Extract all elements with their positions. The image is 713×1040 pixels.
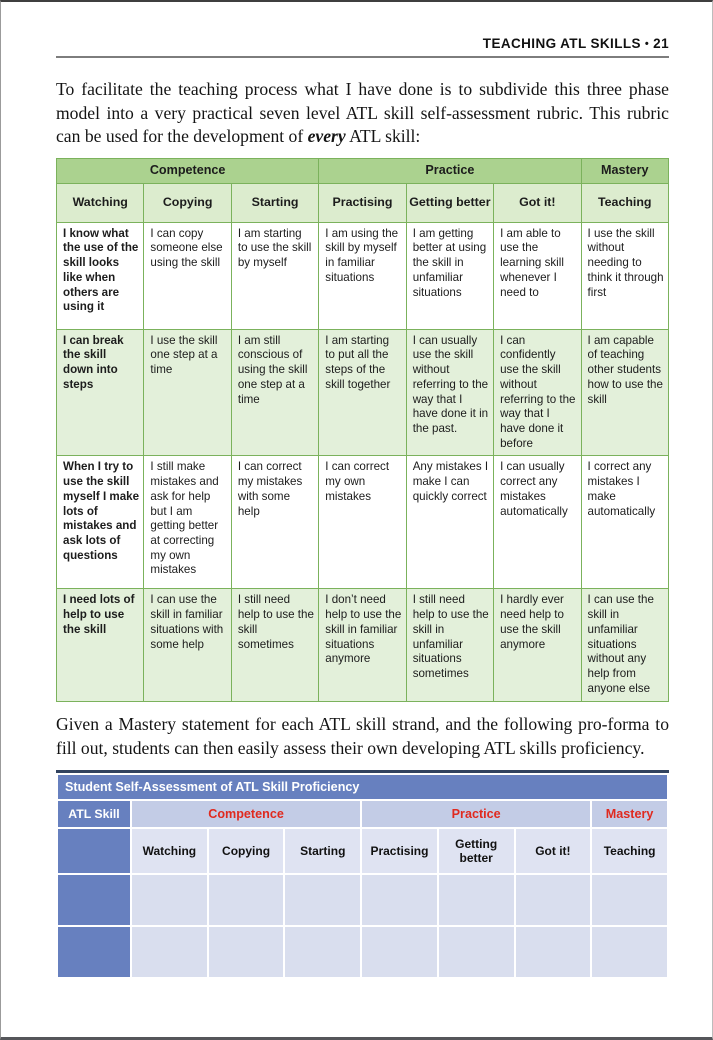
rubric-cell: I am using the skill by myself in familiar situations <box>319 222 406 329</box>
rubric-cell: I can correct my mistakes with some help <box>231 456 318 589</box>
assessment-title-row <box>58 775 667 799</box>
rubric-cell: I need lots of help to use the skill <box>57 589 144 702</box>
assess-entry-cell[interactable] <box>132 927 207 977</box>
rubric-cell: I still need help to use the skill in unfamiliar situations sometimes <box>406 589 493 702</box>
header-bullet: • <box>644 38 650 50</box>
col-practising: Practising <box>319 183 406 222</box>
rubric-cell: I can confidently use the skill without referring to the way that I have done it before <box>494 329 581 456</box>
rubric-table <box>56 158 669 703</box>
rubric-cell: I am starting to put all the steps of the skill together <box>319 329 406 456</box>
rubric-cell: I can use the skill in familiar situations with some help <box>144 589 231 702</box>
assess-entry-cell[interactable] <box>362 875 437 925</box>
col-copying: Copying <box>144 183 231 222</box>
assess-col-teaching: Teaching <box>592 829 667 873</box>
assess-entry-cell[interactable] <box>439 927 514 977</box>
page-content <box>56 2 669 979</box>
rubric-cell: I use the skill without needing to think it through first <box>581 222 668 329</box>
rubric-row <box>57 329 669 456</box>
rubric-cell: I correct any mistakes I make automatically <box>581 456 668 589</box>
assess-blank-header-cell <box>58 829 130 873</box>
assess-col-watching: Watching <box>132 829 207 873</box>
assess-col-practising: Practising <box>362 829 437 873</box>
assess-entry-cell[interactable] <box>439 875 514 925</box>
rubric-cell: I know what the use of the skill looks like when others are using it <box>57 222 144 329</box>
assessment-group-row <box>58 801 667 827</box>
rubric-cell: I am capable of teaching other students how to use the skill <box>581 329 668 456</box>
col-starting: Starting <box>231 183 318 222</box>
rubric-column-header-row <box>57 183 669 222</box>
assess-group-mastery: Mastery <box>592 801 667 827</box>
col-got-it: Got it! <box>494 183 581 222</box>
rubric-cell: I am starting to use the skill by myself <box>231 222 318 329</box>
assess-entry-cell[interactable] <box>592 875 667 925</box>
assess-col-getting-better: Getting better <box>439 829 514 873</box>
rubric-cell: I can break the skill down into steps <box>57 329 144 456</box>
rubric-cell: I am able to use the learning skill whenever I need to <box>494 222 581 329</box>
assess-col-got-it: Got it! <box>516 829 591 873</box>
assess-entry-cell[interactable] <box>285 875 360 925</box>
page-number: 21 <box>653 36 669 51</box>
col-watching: Watching <box>57 183 144 222</box>
assessment-column-row <box>58 829 667 873</box>
assessment-title: Student Self-Assessment of ATL Skill Proficiency <box>58 775 667 799</box>
assess-row-label-cell[interactable] <box>58 875 130 925</box>
assess-entry-cell[interactable] <box>209 875 284 925</box>
assessment-table-wrap <box>56 770 669 979</box>
col-getting-better: Getting better <box>406 183 493 222</box>
rubric-cell: I am getting better at using the skill in unfamiliar situations <box>406 222 493 329</box>
assess-entry-cell[interactable] <box>285 927 360 977</box>
assessment-blank-row <box>58 927 667 977</box>
assessment-blank-row <box>58 875 667 925</box>
group-practice: Practice <box>319 158 581 183</box>
rubric-row <box>57 589 669 702</box>
atl-skill-header: ATL Skill <box>58 801 130 827</box>
assessment-table <box>56 773 669 979</box>
rubric-cell: I can usually correct any mistakes automatically <box>494 456 581 589</box>
rubric-cell: I still need help to use the skill sometimes <box>231 589 318 702</box>
intro-paragraph <box>56 78 669 149</box>
rubric-cell: I use the skill one step at a time <box>144 329 231 456</box>
col-teaching: Teaching <box>581 183 668 222</box>
assess-entry-cell[interactable] <box>132 875 207 925</box>
rubric-cell: I am still conscious of using the skill one step at a time <box>231 329 318 456</box>
rubric-cell: I can copy someone else using the skill <box>144 222 231 329</box>
assess-group-competence: Competence <box>132 801 360 827</box>
intro-text-start: To facilitate the teaching process what I have done is to subdivide this three phase model into a very practical seven level ATL skill self-assessment rubric. This rubric can be used for the development of <box>56 79 669 147</box>
rubric-cell: I don’t need help to use the skill in familiar situations anymore <box>319 589 406 702</box>
rubric-cell: I can use the skill in unfamiliar situations without any help from anyone else <box>581 589 668 702</box>
rubric-cell: When I try to use the skill myself I make lots of mistakes and ask lots of questions <box>57 456 144 589</box>
middle-paragraph: Given a Mastery statement for each ATL skill strand, and the following pro-forma to fill out, students can then easily assess their own developing ATL skills proficiency. <box>56 714 669 758</box>
assess-entry-cell[interactable] <box>209 927 284 977</box>
assess-group-practice: Practice <box>362 801 590 827</box>
rubric-row <box>57 456 669 589</box>
group-mastery: Mastery <box>581 158 668 183</box>
rubric-cell: Any mistakes I make I can quickly correct <box>406 456 493 589</box>
rubric-cell: I still make mistakes and ask for help but I am getting better at correcting my own mistakes <box>144 456 231 589</box>
rubric-cell: I can usually use the skill without referring to the way that I have done it in the past. <box>406 329 493 456</box>
header-rule <box>56 56 669 58</box>
group-competence: Competence <box>57 158 319 183</box>
rubric-cell: I can correct my own mistakes <box>319 456 406 589</box>
assess-entry-cell[interactable] <box>362 927 437 977</box>
intro-emphasis: every <box>307 126 346 147</box>
assess-entry-cell[interactable] <box>516 927 591 977</box>
rubric-group-row <box>57 158 669 183</box>
rubric-row <box>57 222 669 329</box>
intro-text-end: ATL skill: <box>345 126 421 147</box>
assess-entry-cell[interactable] <box>516 875 591 925</box>
rubric-cell: I hardly ever need help to use the skill anymore <box>494 589 581 702</box>
assess-row-label-cell[interactable] <box>58 927 130 977</box>
assess-col-starting: Starting <box>285 829 360 873</box>
assess-col-copying: Copying <box>209 829 284 873</box>
assess-entry-cell[interactable] <box>592 927 667 977</box>
running-head <box>56 2 669 51</box>
running-head-title: TEACHING ATL SKILLS <box>482 36 641 51</box>
